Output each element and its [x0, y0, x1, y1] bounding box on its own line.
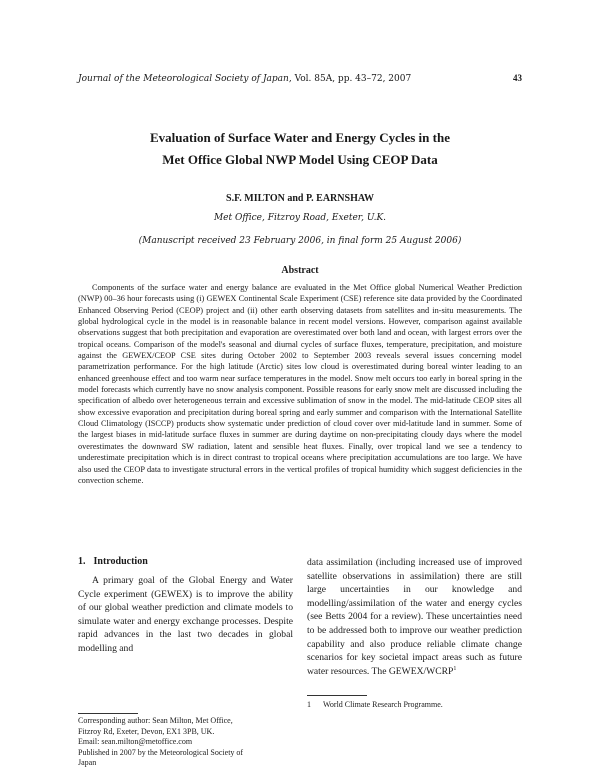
- correspondence-line: Corresponding author: Sean Milton, Met Office,: [78, 716, 233, 725]
- correspondence-email: Email: sean.milton@metoffice.com: [78, 737, 193, 747]
- abstract-text: Components of the surface water and energy balance are evaluated in the Met Office global Numerical Weather Prediction (NWP) 00–36 hour forecasts using (i) GEWEX Continental Scale Experiment (CSE) reference site data provided by the Coordinated Enhanced Observing Period (CEOP) project and (ii) other earth observing datasets from satellites and in-situ measurements. The global hydrological cycle in the model is in reasonable balance in recent model versions. However, comparison against available observations suggest that both precipitation and evaporation are overestimated over both land and ocean, with largest errors over the tropical oceans. Comparison of the model's seasonal and diurnal cycles of surface fluxes, temperature, precipitation, and moisture against the GEWEX/CEOP CSE sites during October 2002 to September 2003 reveals several issues concerning model parametrization performance. For the high latitude (Arctic) sites low cloud is overestimated during boreal winter leading to an enhanced greenhouse effect and too warm near surface temperatures in the model. Snow melt occurs too early in boreal spring in the model forecasts which currently have no snow analysis component. Possible reasons for early snow melt are discussed including the specification of albedo over heterogeneous terrain and excessive sublimation of snow in the model. The mid-latitude CEOP sites all show excessive evaporation and precipitation during boreal spring and early summer and comparison with the International Satellite Cloud Climatology (ISCCP) products show systematic under prediction of cloud cover over mid-latitude land in summer. Some of the largest biases in mid-latitude surface fluxes in summer are during daytime on non-precipitating cloudy days where the model overestimates the downward SW radiation, latent and sensible heat fluxes. Finally, over tropical land we see a tendency to underestimate precipitation which is in direct contrast to tropical oceans where precipitation accumulations are too large. We have also used the CEOP data to investigate structural errors in the vertical profiles of tropical humidity which suggest deficiencies in the convection scheme.: [78, 283, 522, 485]
- running-head: [78, 72, 522, 85]
- page-number: 43: [513, 73, 522, 83]
- intro-right-text: data assimilation (including increased use of improved satellite observations in assimilation) there are still large uncertainties in our knowledge and modelling/assimilation of the water and energy cycles (see Betts 2004 for a review). These uncertainties need to be addressed both to improve our weather prediction capability and also produce reliable climate change scenarios for key societal impact areas such as future water resources. The GEWEX/WCRP: [307, 557, 522, 677]
- section-number: 1.: [78, 556, 86, 567]
- affiliation: Met Office, Fitzroy Road, Exeter, U.K.: [213, 213, 387, 223]
- title-line-1: Evaluation of Surface Water and Energy Cycles in the: [150, 130, 450, 145]
- title-line-2: Met Office Global NWP Model Using CEOP Data: [162, 152, 438, 167]
- journal-name: Journal of the Meteorological Society of Japan: [78, 74, 289, 84]
- footnote: [307, 699, 522, 710]
- publication-line: Published in 2007 by the Meteorological Society of: [78, 747, 244, 757]
- intro-left-column: A primary goal of the Global Energy and Water Cycle experiment (GEWEX) is to improve the ability of our global weather prediction and climate models to simulate water and energy exchange processes. Despite rapid advances in the last two decades in global modelling and: [78, 575, 293, 654]
- footnote-rule: [307, 695, 367, 696]
- paper-title: [90, 127, 510, 171]
- manuscript-dates: (Manuscript received 23 February 2006, in final form 25 August 2006): [138, 236, 462, 246]
- abstract-heading: Abstract: [281, 265, 319, 276]
- correspondence-line: Fitzroy Rd, Exeter, Devon, EX1 3PB, UK.: [78, 726, 215, 736]
- authors: S.F. MILTON and P. EARNSHAW: [226, 193, 374, 204]
- footnote-reference: 1: [453, 665, 457, 672]
- correspondence-note: [78, 716, 293, 769]
- intro-right-column: [307, 556, 522, 678]
- volume-info: , Vol. 85A, pp. 43–72, 2007: [288, 74, 412, 84]
- publication-line: Japan: [78, 758, 97, 768]
- journal-citation: [78, 73, 411, 85]
- correspondence-rule: [78, 713, 138, 714]
- section-title: Introduction: [93, 556, 148, 567]
- footnote-mark: 1: [307, 700, 311, 709]
- footnote-text: World Climate Research Programme.: [323, 700, 443, 709]
- section-heading-introduction: [78, 555, 148, 568]
